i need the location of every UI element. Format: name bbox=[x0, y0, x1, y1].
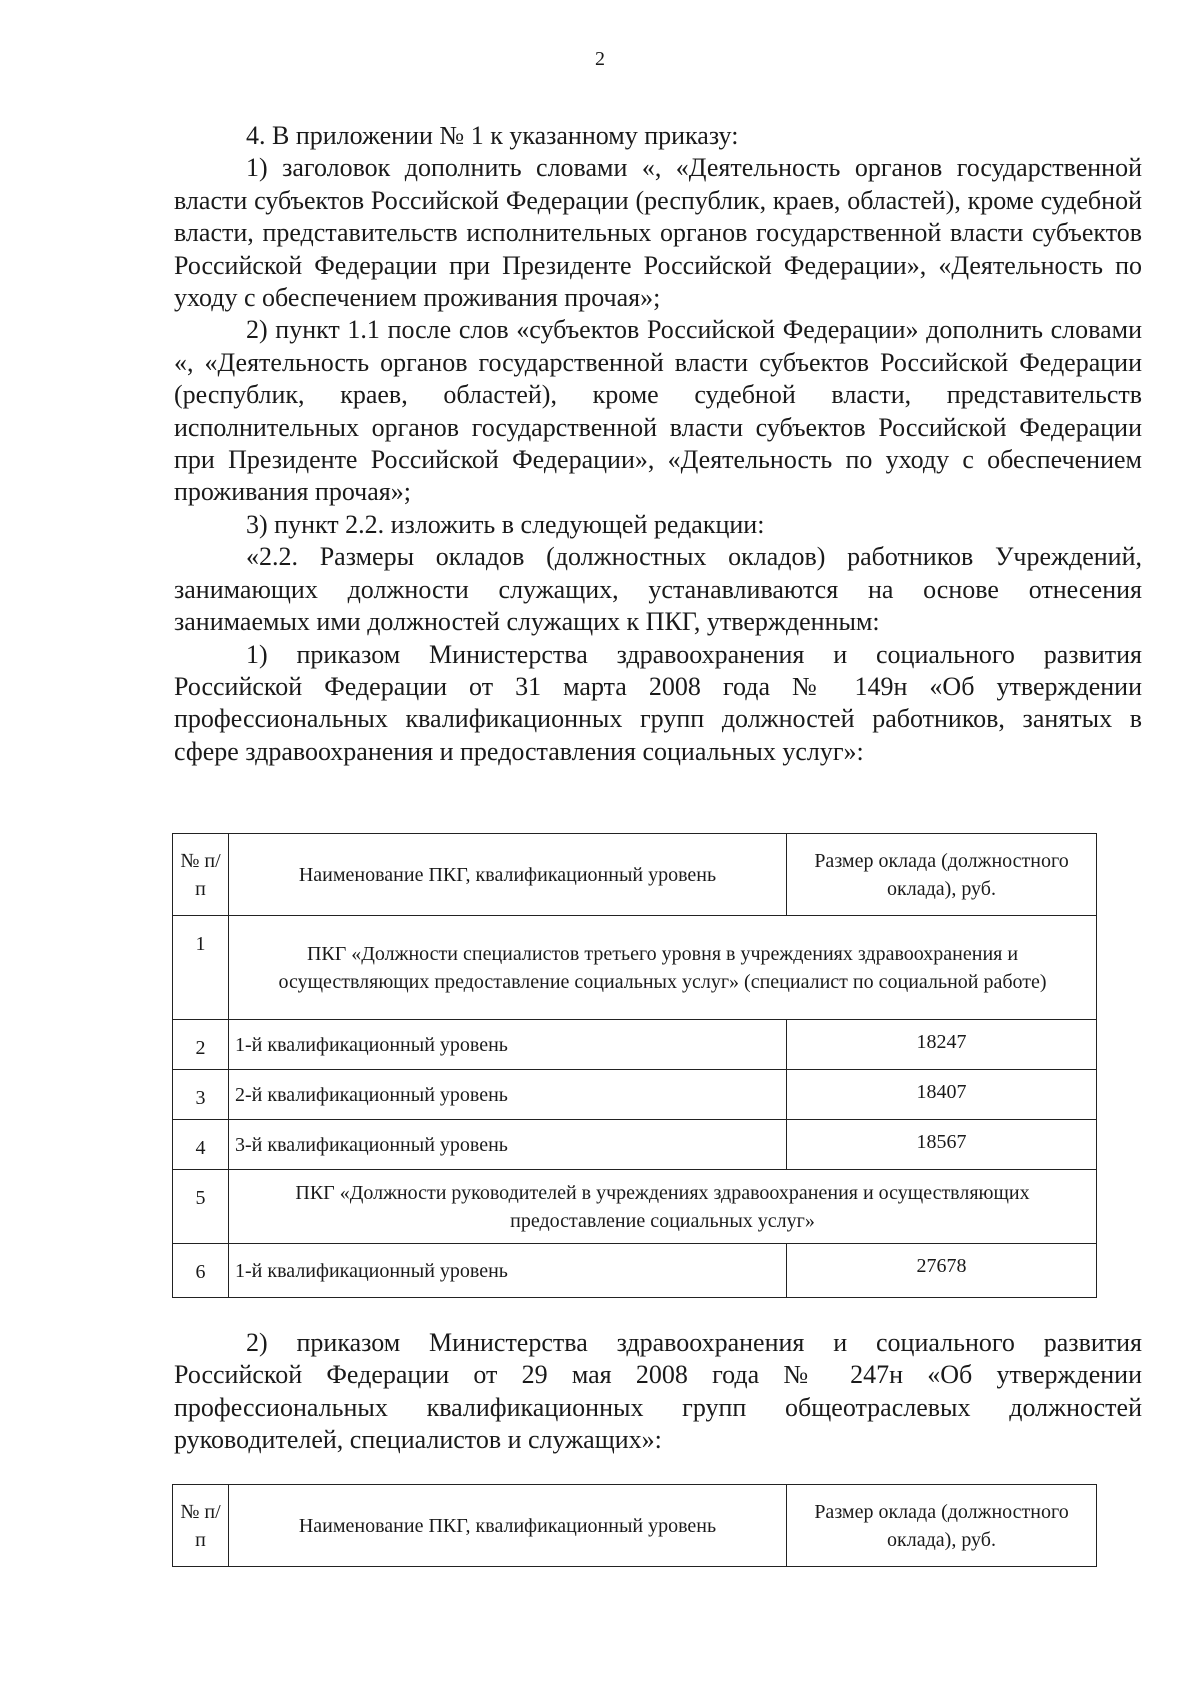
level-name: 1-й квалификационный уровень bbox=[229, 1020, 787, 1070]
header-salary: Размер оклада (должностного оклада), руб. bbox=[787, 1485, 1097, 1567]
table-row bbox=[173, 1020, 1097, 1070]
salary-value: 27678 bbox=[787, 1244, 1097, 1298]
row-num: 5 bbox=[173, 1170, 229, 1244]
document-body-continued bbox=[174, 1327, 1142, 1457]
row-num: 4 bbox=[173, 1120, 229, 1170]
salary-table-149n bbox=[172, 833, 1097, 1298]
salary-value: 18567 bbox=[787, 1120, 1097, 1170]
paragraph-subitem-3: 3) пункт 2.2. изложить в следующей редакции: bbox=[246, 509, 765, 539]
header-name: Наименование ПКГ, квалификационный уровень bbox=[229, 834, 787, 916]
header-num: № п/п bbox=[173, 834, 229, 916]
row-num: 2 bbox=[173, 1020, 229, 1070]
table-row bbox=[173, 1170, 1097, 1244]
table-header-row bbox=[173, 1485, 1097, 1567]
paragraph-subitem-2: 2) пункт 1.1 после слов «субъектов Российской Федерации» дополнить словами «, «Деятельность органов государственной власти субъектов Российской Федерации (республик, краев, областей), кроме судебной власти, представительств исполнительных органов государственной власти субъектов Российской Федерации при Президенте Российской Федерации», «Деятельность по уходу с обеспечением проживания прочая»; bbox=[174, 315, 1142, 507]
group-name: ПКГ «Должности руководителей в учреждениях здравоохранения и осуществляющих предоставление социальных услуг» bbox=[229, 1170, 1097, 1244]
header-num: № п/п bbox=[173, 1485, 229, 1567]
table-row bbox=[173, 1244, 1097, 1298]
paragraph-subitem-1: 1) заголовок дополнить словами «, «Деятельность органов государственной власти субъектов Российской Федерации (республик, краев, областей), кроме судебной власти, представительств исполнительных органов государственной власти субъектов Российской Федерации при Президенте Российской Федерации», «Деятельность по уходу с обеспечением проживания прочая»; bbox=[174, 153, 1142, 313]
paragraph-order-149n: 1) приказом Министерства здравоохранения и социального развития Российской Федерации от 31 марта 2008 года № 149н «Об утверждении профессиональных квалификационных групп должностей работников, занятых в сфере здравоохранения и предоставления социальных услуг»: bbox=[174, 639, 1142, 766]
paragraph-item-4: 4. В приложении № 1 к указанному приказу: bbox=[246, 121, 739, 150]
page-number: 2 bbox=[595, 48, 605, 70]
paragraph-clause-2-2: «2.2. Размеры окладов (должностных окладов) работников Учреждений, занимающих должности служащих, устанавливаются на основе отнесения занимаемых ими должностей служащих к ПКГ, утвержденным: bbox=[174, 542, 1142, 637]
header-salary: Размер оклада (должностного оклада), руб. bbox=[787, 834, 1097, 916]
level-name: 1-й квалификационный уровень bbox=[229, 1244, 787, 1298]
row-num: 6 bbox=[173, 1244, 229, 1298]
salary-value: 18407 bbox=[787, 1070, 1097, 1120]
group-name: ПКГ «Должности специалистов третьего уровня в учреждениях здравоохранения и осуществляющих предоставление социальных услуг» (специалист по социальной работе) bbox=[229, 916, 1097, 1020]
table-row bbox=[173, 1120, 1097, 1170]
level-name: 3-й квалификационный уровень bbox=[229, 1120, 787, 1170]
table-row bbox=[173, 1070, 1097, 1120]
salary-value: 18247 bbox=[787, 1020, 1097, 1070]
document-body bbox=[174, 120, 1142, 768]
row-num: 1 bbox=[173, 916, 229, 1020]
row-num: 3 bbox=[173, 1070, 229, 1120]
table-header-row bbox=[173, 834, 1097, 916]
level-name: 2-й квалификационный уровень bbox=[229, 1070, 787, 1120]
header-name: Наименование ПКГ, квалификационный уровень bbox=[229, 1485, 787, 1567]
table-row bbox=[173, 916, 1097, 1020]
paragraph-order-247n: 2) приказом Министерства здравоохранения и социального развития Российской Федерации от 29 мая 2008 года № 247н «Об утверждении профессиональных квалификационных групп общеотраслевых должностей руководителей, специалистов и служащих»: bbox=[174, 1328, 1142, 1455]
salary-table-247n bbox=[172, 1484, 1097, 1567]
